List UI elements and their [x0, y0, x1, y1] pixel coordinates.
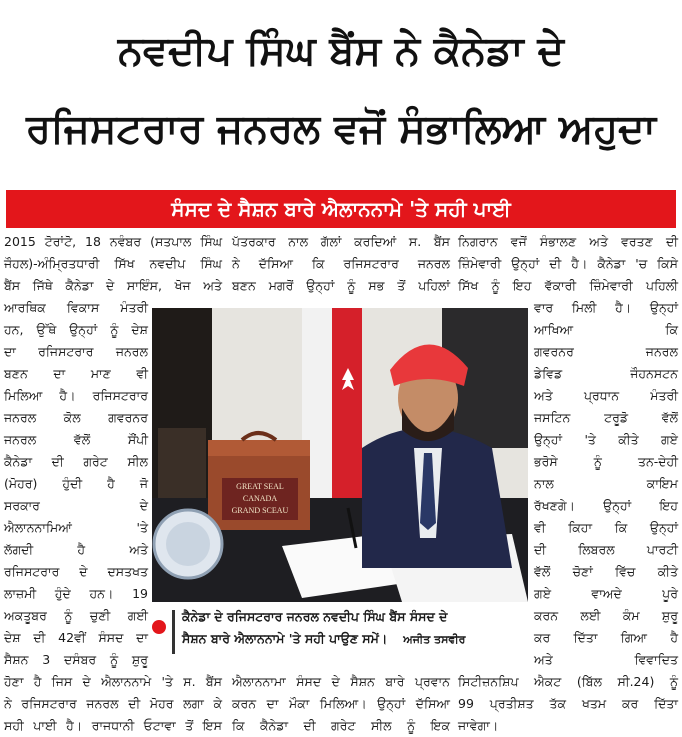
text-line: ਨੇ ਦੱਸਿਆ ਕਿ ਰਜਿਸਟਰਾਰ ਜਨਰਲ [232, 256, 450, 271]
text-line: ਲਾਜ਼ਮੀ ਹੁੰਦੇ ਹਨ। 19 [4, 586, 148, 601]
text-line: ਦਾ ਰਜਿਸਟਰਾਰ ਜਨਰਲ [4, 344, 148, 359]
text-line: ਸਹੀ ਪਾਈ ਹੈ। ਰਾਜਧਾਨੀ ਓਟਾਵਾ ਤੋਂ ਇਸ [4, 718, 222, 733]
text-line: ਕੈਨੇਡਾ ਦੀ ਗਰੇਟ ਸੀਲ [4, 454, 148, 469]
text-line: ਬੈਂਸ ਜਿੱਥੇ ਕੈਨੇਡਾ ਦੇ ਸਾਇੰਸ, ਖੋਜ ਅਤੇ [4, 278, 222, 293]
photo-scene [152, 308, 528, 602]
headline-line-2: ਰਜਿਸਟਰਾਰ ਜਨਰਲ ਵਜੋਂ ਸੰਭਾਲਿਆ ਅਹੁਦਾ [26, 106, 656, 152]
article-bottom-left [4, 671, 222, 737]
subheadline-banner: ਸੰਸਦ ਦੇ ਸੈਸ਼ਨ ਬਾਰੇ ਐਲਾਨਨਾਮੇ 'ਤੇ ਸਹੀ ਪਾਈ [6, 190, 676, 228]
seal-box-label-1: GREAT SEAL [236, 482, 284, 491]
text-line: ਬਣਨ ਦਾ ਮਾਣ ਵੀ [4, 366, 148, 381]
article-left-column [4, 297, 148, 671]
text-line: ਵੀ ਕਿਹਾ ਕਿ ਉਨ੍ਹਾਂ [534, 520, 678, 535]
text-line: ਨੇ ਰਜਿਸਟਰਾਰ ਜਨਰਲ ਦੀ ਮੋਹਰ ਲਗਾ ਕੇ [4, 696, 222, 711]
text-line: ਪੱਤਰਕਾਰ ਨਾਲ ਗੱਲਾਂ ਕਰਦਿਆਂ ਸ. ਬੈਂਸ [232, 234, 450, 249]
text-line: ਨਾਲ ਕਾਇਮ [534, 476, 678, 491]
caption-line-1: ਕੈਨੇਡਾ ਦੇ ਰਜਿਸਟਰਾਰ ਜਨਰਲ ਨਵਦੀਪ ਸਿੰਘ ਬੈਂਸ ਸੰਸਦ ਦੇ [182, 609, 448, 624]
text-line: ਐਲਾਨਨਾਮਿਆਂ 'ਤੇ [4, 520, 148, 535]
text-line: ਜਾਵੇਗਾ। [458, 718, 499, 733]
text-line: 2015 ਟੋਰਾਂਟੋ, 18 ਨਵੰਬਰ (ਸਤਪਾਲ ਸਿੰਘ [4, 234, 222, 249]
article-top-right [458, 231, 678, 297]
text-line: ਜਸਟਿਨ ਟਰੂਡੋ ਵੱਲੋਂ [534, 410, 678, 425]
article-top-left [4, 231, 222, 297]
text-line: ਦੇਸ਼ ਦੀ 42ਵੀਂ ਸੰਸਦ ਦਾ [4, 630, 148, 645]
photo-credit: ਅਜੀਤ ਤਸਵੀਰ [403, 633, 466, 646]
text-line: ਕਰਨ ਦਾ ਮੌਕਾ ਮਿਲਿਆ। ਉਨ੍ਹਾਂ ਦੱਸਿਆ [232, 696, 450, 711]
text-line: ਵਾਰ ਮਿਲੀ ਹੈ। ਉਨ੍ਹਾਂ [534, 300, 678, 315]
text-line: ਕਿ ਕੈਨੇਡਾ ਦੀ ਗਰੇਟ ਸੀਲ ਨੂੰ ਇਕ [232, 718, 450, 733]
text-line: ਆਖਿਆ ਕਿ [534, 322, 678, 337]
text-line: ਰੱਖਣਗੇ। ਉਨ੍ਹਾਂ ਇਹ [534, 498, 678, 513]
news-photo [152, 308, 528, 602]
headline-line-1: ਨਵਦੀਪ ਸਿੰਘ ਬੈਂਸ ਨੇ ਕੈਨੇਡਾ ਦੇ [117, 28, 565, 74]
seal-box-label-2: CANADA [242, 494, 278, 503]
text-line: ਜਨਰਲ ਕੋਲ ਗਵਰਨਰ [4, 410, 148, 425]
text-line: (ਮੋਹਰ) ਹੁੰਦੀ ਹੈ ਜੋ [4, 476, 148, 491]
text-line: ਬਣਨ ਮਗਰੋਂ ਉਨ੍ਹਾਂ ਨੂੰ ਸਭ ਤੋਂ ਪਹਿਲਾਂ [232, 278, 450, 293]
text-line: ਮਿਲਿਆ ਹੈ। ਰਜਿਸਟਰਾਰ [4, 388, 148, 403]
canada-flag [332, 308, 362, 498]
text-line: ਜੌਹਲ)-ਅੰਮ੍ਰਿਤਧਾਰੀ ਸਿੱਖ ਨਵਦੀਪ ਸਿੰਘ [4, 256, 222, 271]
text-line: ਅਤੇ ਵਿਵਾਦਿਤ [534, 652, 678, 667]
text-line: ਐਲਾਨਨਾਮਾ ਸੰਸਦ ਦੇ ਸੈਸ਼ਨ ਬਾਰੇ ਪ੍ਰਵਾਨ [232, 674, 450, 689]
photo-caption [152, 606, 528, 656]
text-line: ਅਕਤੂਬਰ ਨੂੰ ਚੁਣੀ ਗਈ [4, 608, 148, 623]
article-bottom-right [458, 671, 678, 737]
text-line: ਭਰੋਸੇ ਨੂੰ ਤਨ-ਦੇਹੀ [534, 454, 678, 469]
text-line: ਨਿਗਰਾਨ ਵਜੋਂ ਸੰਭਾਲਣ ਅਤੇ ਵਰਤਣ ਦੀ [458, 234, 678, 249]
text-line: ਕਰਨ ਲਈ ਕੰਮ ਸ਼ੁਰੂ [534, 608, 678, 623]
text-line: ਅਤੇ ਪ੍ਰਧਾਨ ਮੰਤਰੀ [534, 388, 678, 403]
caption-divider [172, 610, 175, 654]
article-bottom-middle [232, 671, 450, 737]
article-right-column [534, 297, 678, 671]
text-line: ਸਿੱਖ ਨੂੰ ਇਹ ਵੱਕਾਰੀ ਜ਼ਿੰਮੇਵਾਰੀ ਪਹਿਲੀ [458, 278, 678, 293]
caption-bullet-icon [152, 620, 166, 634]
caption-line-2: ਸੈਸ਼ਨ ਬਾਰੇ ਐਲਾਨਨਾਮੇ 'ਤੇ ਸਹੀ ਪਾਉਣ ਸਮੇਂ। [182, 631, 388, 646]
text-line: ਦੀ ਲਿਬਰਲ ਪਾਰਟੀ [534, 542, 678, 557]
text-line: ਜ਼ਿੰਮੇਵਾਰੀ ਉਨ੍ਹਾਂ ਦੀ ਹੈ। ਕੈਨੇਡਾ 'ਚ ਕਿਸੇ [458, 256, 678, 271]
text-line: 99 ਪ੍ਰਤੀਸ਼ਤ ਤੱਕ ਖਤਮ ਕਰ ਦਿੱਤਾ [458, 696, 678, 711]
seal-box-label-3: GRAND SCEAU [231, 506, 289, 515]
text-line: ਕਰ ਦਿੱਤਾ ਗਿਆ ਹੈ [534, 630, 678, 645]
text-line: ਜਨਰਲ ਵੱਲੋਂ ਸੌਂਪੀ [4, 432, 148, 447]
text-line: ਵੱਲੋਂ ਚੋਣਾਂ ਵਿੱਚ ਕੀਤੇ [534, 564, 678, 579]
text-line: ਉਨ੍ਹਾਂ 'ਤੇ ਕੀਤੇ ਗਏ [534, 432, 678, 447]
text-line: ਲੱਗਦੀ ਹੈ ਅਤੇ [4, 542, 148, 557]
text-line: ਆਰਥਿਕ ਵਿਕਾਸ ਮੰਤਰੀ [4, 300, 148, 315]
text-line: ਹਨ, ਉੱਥੇ ਉਨ੍ਹਾਂ ਨੂੰ ਦੇਸ਼ [4, 322, 148, 337]
text-line: ਸੈਸ਼ਨ 3 ਦਸੰਬਰ ਨੂੰ ਸ਼ੁਰੂ [4, 652, 148, 667]
text-line: ਡੇਵਿਡ ਜੌਹਨਸਟਨ [534, 366, 678, 381]
text-line: ਹੋਣਾ ਹੈ ਜਿਸ ਦੇ ਐਲਾਨਨਾਮੇ 'ਤੇ ਸ. ਬੈਂਸ [4, 674, 222, 689]
article-top-middle [232, 231, 450, 297]
text-line: ਗਏ ਵਾਅਦੇ ਪੂਰੇ [534, 586, 678, 601]
text-line: ਸਰਕਾਰ ਦੇ [4, 498, 148, 513]
text-line: ਰਜਿਸਟਰਾਰ ਦੇ ਦਸਤਖਤ [4, 564, 148, 579]
text-line: ਸਿਟੀਜ਼ਨਸ਼ਿਪ ਐਕਟ (ਬਿੱਲ ਸੀ.24) ਨੂੰ [458, 674, 678, 689]
text-line: ਗਵਰਨਰ ਜਨਰਲ [534, 344, 678, 359]
